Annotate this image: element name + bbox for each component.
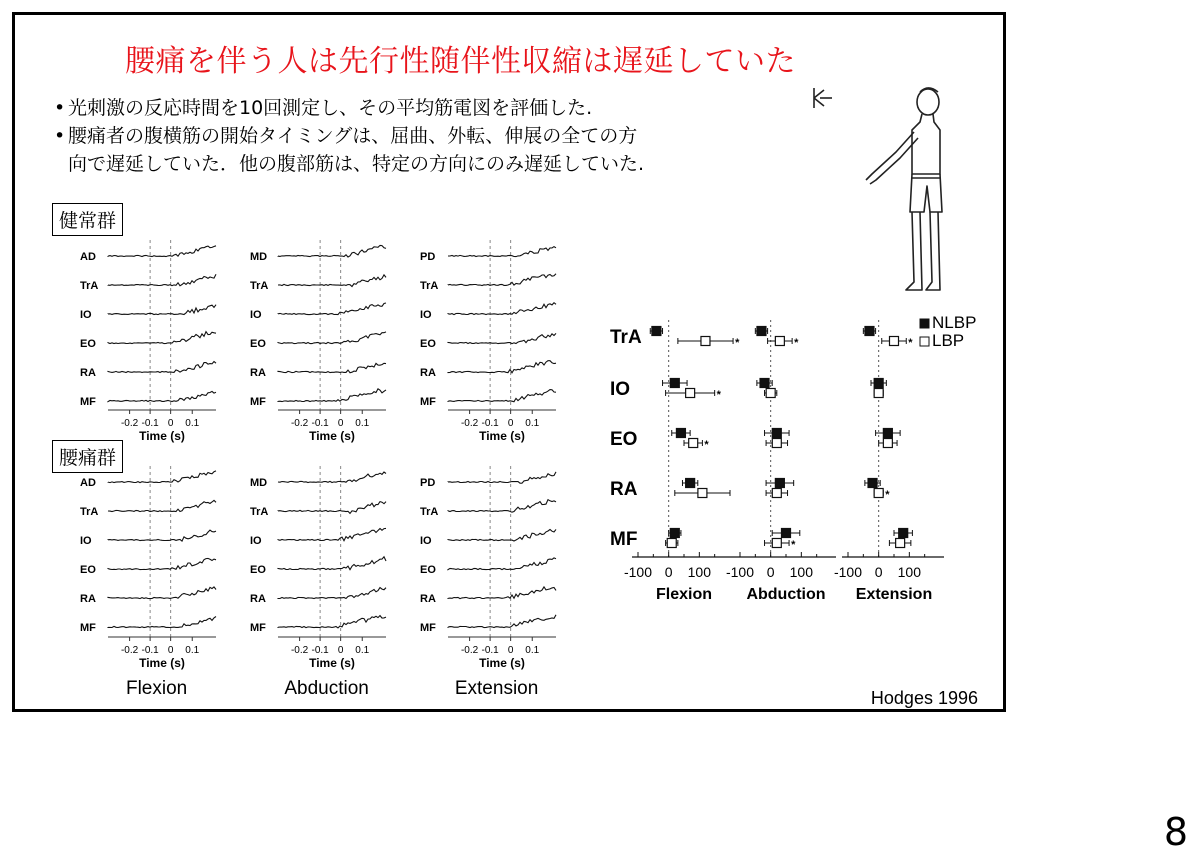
significance-marker: *	[716, 389, 721, 401]
emg-trace	[448, 303, 556, 315]
panel-label: Extension	[855, 586, 933, 603]
significance-marker: *	[791, 539, 796, 551]
muscle-label: MF	[420, 622, 436, 634]
muscle-row-label: MF	[610, 529, 638, 550]
emg-trace	[448, 615, 556, 628]
muscle-label: RA	[420, 367, 436, 379]
emg-trace	[108, 391, 216, 401]
emg-trace	[278, 528, 386, 540]
emg-trace	[448, 333, 556, 343]
page-number: 8	[1163, 810, 1188, 854]
emg-trace	[278, 363, 386, 372]
time-axis-label: Time (s)	[139, 429, 185, 443]
emg-trace	[278, 332, 386, 344]
emg-trace	[278, 275, 386, 287]
nlbp-point	[775, 479, 784, 488]
x-tick-label: -100	[725, 564, 755, 580]
lbp-point	[883, 439, 892, 448]
emg-trace	[278, 557, 386, 570]
time-axis-label: Time (s)	[309, 656, 355, 670]
nlbp-point	[874, 379, 883, 388]
muscle-label: PD	[420, 477, 436, 489]
significance-marker: *	[794, 337, 799, 349]
emg-trace	[278, 245, 386, 257]
emg-trace	[108, 587, 216, 599]
time-axis-label: Time (s)	[479, 429, 525, 443]
emg-trace	[448, 558, 556, 570]
nlbp-point	[757, 327, 766, 336]
bullet-item: • 光刺激の反応時間を10回測定し、その平均筋電図を評価した.	[54, 94, 644, 122]
legend-lbp-marker	[920, 337, 929, 346]
lbp-point	[698, 489, 707, 498]
muscle-label: MF	[250, 396, 266, 408]
muscle-row-label: EO	[610, 429, 638, 450]
emg-trace	[108, 471, 216, 483]
bullet-text: 向で遅延していた．他の腹部筋は、特定の方向にのみ遅延していた.	[68, 153, 645, 175]
lbp-point	[772, 539, 781, 548]
emg-trace	[448, 247, 556, 257]
panel-label: Flexion	[655, 586, 713, 603]
muscle-label: TrA	[250, 506, 269, 518]
x-tick-label: -100	[833, 564, 863, 580]
time-tick-label: -0.2	[120, 645, 139, 656]
emg-trace	[108, 246, 216, 257]
time-tick-label: -0.1	[141, 418, 159, 429]
direction-label: Abduction	[284, 678, 369, 699]
muscle-label: EO	[80, 338, 96, 350]
direction-label: Extension	[454, 678, 539, 699]
significance-marker: *	[704, 439, 709, 451]
muscle-label: IO	[80, 535, 92, 547]
significance-marker: *	[908, 337, 913, 349]
direction-label: Flexion	[125, 678, 188, 699]
nlbp-point	[760, 379, 769, 388]
muscle-label: EO	[420, 338, 436, 350]
muscle-label: RA	[250, 593, 266, 605]
time-tick-label: -0.2	[290, 418, 309, 429]
time-tick-label: 0.1	[355, 418, 370, 429]
time-tick-label: 0.1	[525, 645, 540, 656]
x-tick-label: 100	[687, 564, 712, 580]
muscle-label: IO	[250, 309, 262, 321]
time-tick-label: -0.1	[481, 418, 499, 429]
lbp-point	[667, 539, 676, 548]
muscle-label: TrA	[80, 506, 99, 518]
emg-trace	[108, 362, 216, 373]
muscle-label: MF	[80, 396, 96, 408]
muscle-label: EO	[80, 564, 96, 576]
bullet-text: 腰痛者の腹横筋の開始タイミングは、屈曲、外転、伸展の全ての方	[68, 125, 638, 147]
emg-trace	[278, 389, 386, 402]
lbp-point	[874, 489, 883, 498]
lbp-group-label: 腰痛群	[52, 440, 123, 473]
time-tick-label: -0.2	[120, 418, 139, 429]
muscle-label: MD	[250, 477, 268, 489]
muscle-label: RA	[80, 367, 96, 379]
lbp-point	[896, 539, 905, 548]
muscle-label: TrA	[420, 506, 439, 518]
emg-trace	[278, 472, 386, 483]
bullet-item: • 腰痛者の腹横筋の開始タイミングは、屈曲、外転、伸展の全ての方	[54, 122, 644, 150]
emg-trace	[448, 274, 556, 286]
emg-trace	[108, 305, 216, 315]
time-tick-label: -0.2	[460, 645, 479, 656]
x-tick-label: 0	[664, 564, 673, 580]
time-tick-label: -0.2	[290, 645, 309, 656]
muscle-label: AD	[80, 477, 96, 489]
emg-trace	[278, 303, 386, 315]
x-tick-label: 100	[897, 564, 922, 580]
lbp-point	[689, 439, 698, 448]
emg-trace	[108, 500, 216, 511]
panel-label: Abduction	[746, 586, 826, 603]
time-tick-label: 0	[507, 645, 514, 656]
bullet-text: 光刺激の反応時間を10回測定し、その平均筋電図を評価した.	[68, 97, 593, 119]
time-tick-label: 0	[337, 418, 344, 429]
muscle-label: MD	[250, 251, 268, 263]
muscle-label: PD	[420, 251, 436, 263]
nlbp-point	[686, 479, 695, 488]
muscle-label: IO	[80, 309, 92, 321]
muscle-row-label: TrA	[610, 327, 642, 348]
time-tick-label: -0.1	[141, 645, 159, 656]
time-tick-label: 0.1	[355, 645, 370, 656]
lbp-point	[775, 337, 784, 346]
emg-trace	[108, 617, 216, 628]
muscle-label: TrA	[80, 280, 99, 292]
significance-marker: *	[885, 489, 890, 501]
muscle-label: IO	[250, 535, 262, 547]
x-tick-label: 0	[874, 564, 883, 580]
emg-trace	[448, 390, 556, 402]
time-tick-label: 0	[337, 645, 344, 656]
lbp-point	[701, 337, 710, 346]
muscle-label: EO	[420, 564, 436, 576]
muscle-row-label: RA	[610, 479, 638, 500]
muscle-label: RA	[80, 593, 96, 605]
nlbp-point	[868, 479, 877, 488]
nlbp-point	[676, 429, 685, 438]
nlbp-point	[652, 327, 661, 336]
emg-trace	[448, 472, 556, 483]
time-axis-label: Time (s)	[139, 656, 185, 670]
emg-trace	[448, 529, 556, 541]
nlbp-point	[865, 327, 874, 336]
time-tick-label: 0	[167, 418, 174, 429]
time-tick-label: -0.1	[311, 645, 329, 656]
citation: Hodges 1996	[870, 688, 978, 708]
muscle-label: IO	[420, 535, 432, 547]
emg-trace	[108, 558, 216, 569]
emg-trace	[108, 274, 216, 286]
legend-label: LBP	[932, 331, 965, 350]
muscle-label: IO	[420, 309, 432, 321]
lbp-point	[890, 337, 899, 346]
legend-nlbp-marker	[920, 319, 929, 328]
x-tick-label: -100	[623, 564, 653, 580]
emg-trace	[448, 587, 556, 599]
emg-trace	[278, 502, 386, 514]
muscle-row-label: IO	[610, 379, 631, 400]
time-tick-label: 0.1	[525, 418, 540, 429]
muscle-label: RA	[420, 593, 436, 605]
time-tick-label: 0.1	[185, 645, 200, 656]
slide-title: 腰痛を伴う人は先行性随伴性収縮は遅延していた	[125, 44, 796, 79]
significance-marker: *	[735, 337, 740, 349]
muscle-label: RA	[250, 367, 266, 379]
emg-trace	[448, 500, 556, 513]
muscle-label: TrA	[250, 280, 269, 292]
muscle-label: MF	[420, 396, 436, 408]
light-stimulus-icon	[814, 88, 832, 108]
emg-trace	[108, 332, 216, 344]
time-tick-label: 0	[507, 418, 514, 429]
nlbp-point	[899, 529, 908, 538]
time-tick-label: 0	[167, 645, 174, 656]
muscle-label: EO	[250, 338, 266, 350]
x-tick-label: 0	[766, 564, 775, 580]
emg-trace	[448, 361, 556, 373]
x-tick-label: 100	[789, 564, 814, 580]
time-axis-label: Time (s)	[309, 429, 355, 443]
nlbp-point	[670, 529, 679, 538]
lbp-point	[686, 389, 695, 398]
muscle-label: TrA	[420, 280, 439, 292]
emg-trace	[278, 616, 386, 628]
lbp-point	[772, 439, 781, 448]
lbp-point	[874, 389, 883, 398]
onset-timing-chart	[600, 310, 977, 610]
emg-trace	[278, 588, 386, 599]
time-tick-label: -0.1	[481, 645, 499, 656]
nlbp-point	[883, 429, 892, 438]
time-tick-label: -0.2	[460, 418, 479, 429]
time-axis-label: Time (s)	[479, 656, 525, 670]
muscle-label: EO	[250, 564, 266, 576]
lbp-point	[772, 489, 781, 498]
muscle-label: MF	[80, 622, 96, 634]
muscle-label: AD	[80, 251, 96, 263]
healthy-group-label: 健常群	[52, 203, 123, 236]
nlbp-point	[782, 529, 791, 538]
standing-person-illustration	[800, 82, 970, 297]
time-tick-label: 0.1	[185, 418, 200, 429]
nlbp-point	[772, 429, 781, 438]
time-tick-label: -0.1	[311, 418, 329, 429]
emg-trace	[108, 530, 216, 541]
muscle-label: MF	[250, 622, 266, 634]
lbp-point	[766, 389, 775, 398]
nlbp-point	[670, 379, 679, 388]
legend-label: NLBP	[932, 313, 977, 332]
